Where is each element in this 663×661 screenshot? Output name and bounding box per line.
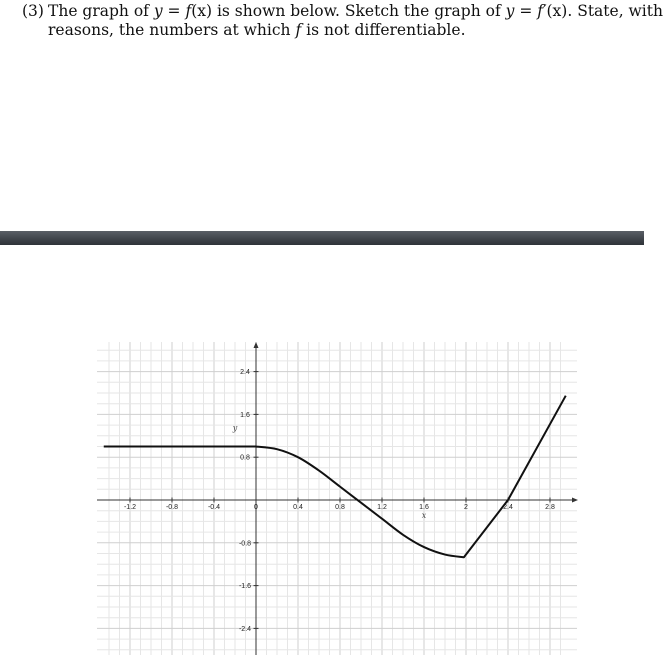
x-tick-label: 2: [464, 504, 468, 511]
x-tick-label: 2.4: [503, 504, 513, 511]
x-tick-label: 2.8: [545, 504, 555, 511]
y-tick-label: -0.8: [238, 540, 252, 548]
x-tick-label: 0.8: [335, 504, 345, 511]
text-segment: The graph of: [48, 2, 154, 20]
math-f: f: [185, 2, 192, 20]
y-tick-label: -2.4: [238, 625, 252, 633]
x-axis-label: x: [421, 511, 427, 520]
question-line-1: [48, 2, 663, 21]
y-axis-label: y: [232, 423, 238, 433]
curve-layer: [104, 396, 566, 558]
grid-lines: [97, 342, 577, 655]
y-tick-label: 2.4: [240, 369, 250, 377]
x-tick-label: -0.8: [165, 504, 179, 511]
text-segment: is not differentiable.: [301, 21, 466, 39]
x-tick-label: 0.4: [293, 504, 303, 511]
function-graph: [0, 330, 644, 661]
math-f-prime: f′: [537, 2, 547, 20]
question-number: (3): [22, 2, 44, 20]
y-tick-label: 0.8: [240, 454, 250, 462]
axes: [97, 342, 578, 655]
text-segment: . State, with: [567, 2, 663, 20]
math-args: (x): [191, 2, 213, 20]
math-args: (x): [546, 2, 568, 20]
axis-ticks: [124, 369, 555, 633]
question-line-2: [48, 21, 466, 40]
x-tick-label: -1.2: [123, 504, 137, 511]
text-segment: is shown below. Sketch the graph of: [212, 2, 506, 20]
x-axis-arrow: [572, 498, 578, 503]
x-tick-label: 1.2: [377, 504, 387, 511]
y-axis-arrow: [254, 342, 259, 348]
x-tick-label: 1.6: [419, 504, 429, 511]
math-f: f: [295, 21, 302, 39]
x-tick-label: 0: [254, 504, 258, 511]
text-segment: reasons, the numbers at which: [48, 21, 296, 39]
section-divider-bar: [0, 231, 644, 245]
y-tick-label: 1.6: [240, 411, 250, 419]
y-tick-label: -1.6: [238, 583, 252, 591]
math-equals: =: [514, 2, 538, 20]
math-y: y: [153, 2, 163, 20]
function-curve: [104, 396, 566, 558]
math-equals: =: [162, 2, 186, 20]
math-y: y: [505, 2, 515, 20]
x-tick-label: -0.4: [207, 504, 221, 511]
